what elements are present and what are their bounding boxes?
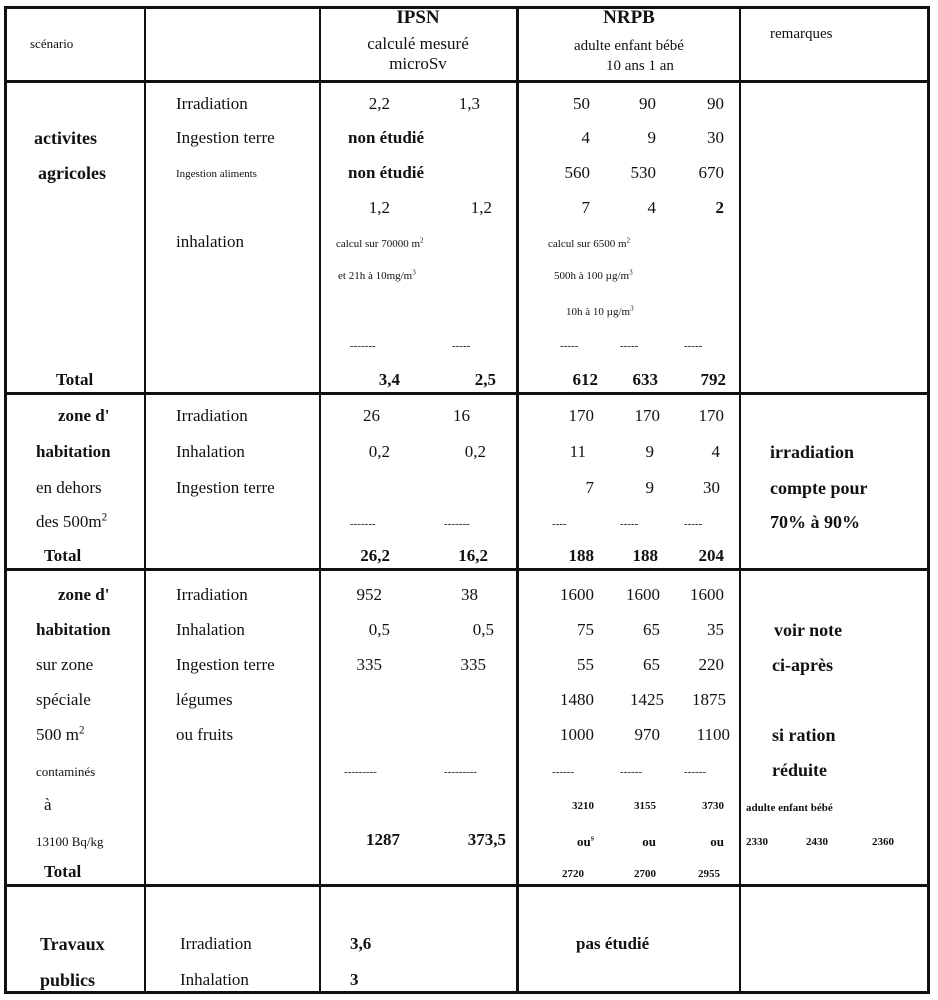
cell: 1100 [696, 725, 730, 744]
cell: 3210 [572, 800, 594, 812]
remark: irradiation [770, 442, 854, 462]
total-label: Total [44, 546, 82, 565]
col-divider [739, 6, 741, 994]
sec3-title: contaminés [36, 764, 96, 779]
cell: 3155 [634, 800, 656, 812]
sec4-title: Travaux [40, 934, 105, 954]
dash-line: ----- [684, 518, 703, 530]
dash-line: ------ [552, 766, 574, 778]
inh-note: 10h à 10 $\mu g/m^3$ [566, 304, 634, 318]
dash-line: ----- [620, 518, 639, 530]
sec2-title: habitation [36, 442, 111, 461]
row-label: Inhalation [176, 620, 245, 639]
row-divider [4, 568, 930, 571]
header-nrpb-sub2: 10 ans 1 an [606, 58, 674, 74]
sec3-title: spéciale [36, 690, 91, 709]
cell: 55 [577, 655, 594, 674]
sec2-title: en dehors [36, 478, 102, 497]
cell: non étudié [348, 163, 425, 182]
cell: 188 [568, 546, 594, 565]
cell: 2,5 [474, 370, 496, 389]
col-divider [319, 6, 321, 994]
header-remarques: remarques [770, 26, 833, 42]
sec3-title: à [44, 795, 52, 814]
cell: 16,2 [458, 546, 488, 565]
remark: 2330 [746, 836, 768, 848]
header-ipsn: IPSN [396, 7, 440, 28]
cell: 16 [453, 406, 470, 425]
dash-line: ------- [350, 518, 376, 530]
cell: $ou^s$ [576, 832, 594, 849]
remark: adulte enfant bébé [746, 802, 833, 814]
cell: 335 [460, 655, 486, 674]
cell: 530 [630, 163, 656, 182]
dash-line: ----- [452, 340, 471, 352]
cell: 612 [572, 370, 598, 389]
header-nrpb-sub1: adulte enfant bébé [574, 38, 684, 54]
cell: pas étudié [576, 934, 650, 953]
row-divider [4, 80, 930, 83]
cell: 50 [573, 94, 590, 113]
row-label: Ingestion aliments [176, 168, 257, 180]
row-label: Inhalation [180, 970, 249, 989]
cell: 30 [707, 128, 724, 147]
cell: 560 [564, 163, 590, 182]
cell: 170 [634, 406, 660, 425]
cell: 792 [700, 370, 726, 389]
row-label: Irradiation [176, 406, 248, 425]
inh-note: calcul sur 6500 $m^2$ [548, 236, 631, 250]
inh-note: et 21h à $10mg/m^3$ [338, 268, 416, 282]
total-label: Total [56, 370, 94, 389]
cell: 75 [577, 620, 594, 639]
cell: 373,5 [467, 830, 506, 849]
cell: 9 [645, 478, 654, 497]
col-divider [516, 6, 519, 994]
cell: 1600 [560, 585, 594, 604]
remark: 70% à 90% [770, 512, 860, 532]
cell: 2700 [634, 868, 656, 880]
inh-note: calcul sur 70000 $m^2$ [336, 236, 424, 250]
cell: 188 [632, 546, 658, 565]
sec3-title: 13100 Bq/kg [36, 834, 104, 849]
cell: non étudié [348, 128, 425, 147]
cell: 670 [698, 163, 724, 182]
cell: 1600 [626, 585, 660, 604]
sec3-title: 500 $m^2$ [36, 724, 85, 744]
remark: réduite [772, 760, 827, 780]
cell: 1480 [560, 690, 594, 709]
row-divider [4, 392, 930, 395]
cell: 0,2 [368, 442, 390, 461]
cell: 970 [634, 725, 660, 744]
cell: 2955 [698, 868, 720, 880]
header-scenario: scénario [30, 36, 74, 51]
cell: 38 [461, 585, 478, 604]
cell: 65 [643, 620, 660, 639]
row-label: Irradiation [180, 934, 252, 953]
total-label: Total [44, 862, 82, 881]
cell: 0,5 [472, 620, 494, 639]
cell: 11 [569, 442, 586, 461]
cell: 633 [632, 370, 658, 389]
dash-line: ------ [684, 766, 706, 778]
cell: 30 [703, 478, 720, 497]
row-divider [4, 884, 930, 887]
cell: 4 [581, 128, 590, 147]
cell: 1425 [630, 690, 664, 709]
sec2-title: des $500m^2$ [36, 511, 108, 531]
dash-line: ---- [552, 518, 567, 530]
remark: si ration [772, 725, 836, 745]
col-divider [144, 6, 146, 994]
cell: ou [642, 834, 656, 849]
cell: 220 [698, 655, 724, 674]
dash-line: ------- [350, 340, 376, 352]
cell: 90 [707, 94, 724, 113]
cell: 2720 [562, 868, 584, 880]
cell: 4 [711, 442, 720, 461]
inh-note: 500h à 100 $\mu g/m^3$ [554, 268, 633, 282]
cell: 26,2 [360, 546, 390, 565]
cell: 9 [647, 128, 656, 147]
cell: 3,6 [350, 934, 372, 953]
cell: 90 [639, 94, 656, 113]
cell: 204 [698, 546, 724, 565]
row-label: légumes [176, 690, 233, 709]
dash-line: ------- [444, 518, 470, 530]
cell: 1875 [692, 690, 726, 709]
sec3-title: sur zone [36, 655, 94, 674]
cell: 0,5 [368, 620, 390, 639]
cell: 7 [581, 198, 590, 217]
remark: 2360 [872, 836, 894, 848]
remark: 2430 [806, 836, 828, 848]
cell: 170 [568, 406, 594, 425]
cell: 1287 [366, 830, 400, 849]
remark: ci-après [772, 655, 833, 675]
cell: 1,2 [368, 198, 390, 217]
cell: 1000 [560, 725, 594, 744]
cell: 1,3 [458, 94, 480, 113]
cell: 2,2 [368, 94, 390, 113]
header-ipsn-sub: calculé mesuré [367, 34, 469, 53]
cell: 3 [350, 970, 359, 989]
dash-line: ----- [684, 340, 703, 352]
cell: 3730 [702, 800, 724, 812]
dash-line: --------- [444, 766, 477, 778]
row-label: Ingestion terre [176, 478, 275, 497]
cell: 35 [707, 620, 724, 639]
cell: 7 [585, 478, 594, 497]
remark: compte pour [770, 478, 868, 498]
cell: 26 [363, 406, 380, 425]
sec2-title: zone d' [58, 406, 110, 425]
row-label: Inhalation [176, 442, 245, 461]
dash-line: ------ [620, 766, 642, 778]
row-label: Irradiation [176, 585, 248, 604]
sec4-title: publics [40, 970, 96, 990]
cell: 170 [698, 406, 724, 425]
dash-line: ----- [620, 340, 639, 352]
row-label: Irradiation [176, 94, 248, 113]
sec1-title: activites [34, 128, 97, 148]
cell: 2 [715, 198, 724, 217]
remark: voir note [774, 620, 843, 640]
header-ipsn-unit: microSv [389, 54, 447, 73]
cell: ou [710, 834, 724, 849]
cell: 335 [356, 655, 382, 674]
row-label: Ingestion terre [176, 128, 275, 147]
row-label: inhalation [176, 232, 244, 251]
cell: 9 [645, 442, 654, 461]
sec1-title: agricoles [38, 163, 106, 183]
dash-line: ----- [560, 340, 579, 352]
row-label: ou fruits [176, 725, 234, 744]
cell: 1,2 [470, 198, 492, 217]
row-label: Ingestion terre [176, 655, 275, 674]
cell: 952 [356, 585, 382, 604]
cell: 65 [643, 655, 660, 674]
cell: 3,4 [378, 370, 400, 389]
sec3-title: habitation [36, 620, 111, 639]
cell: 1600 [690, 585, 724, 604]
sec3-title: zone d' [58, 585, 110, 604]
header-nrpb: NRPB [603, 7, 655, 28]
cell: 0,2 [464, 442, 486, 461]
cell: 4 [647, 198, 656, 217]
dash-line: --------- [344, 766, 377, 778]
